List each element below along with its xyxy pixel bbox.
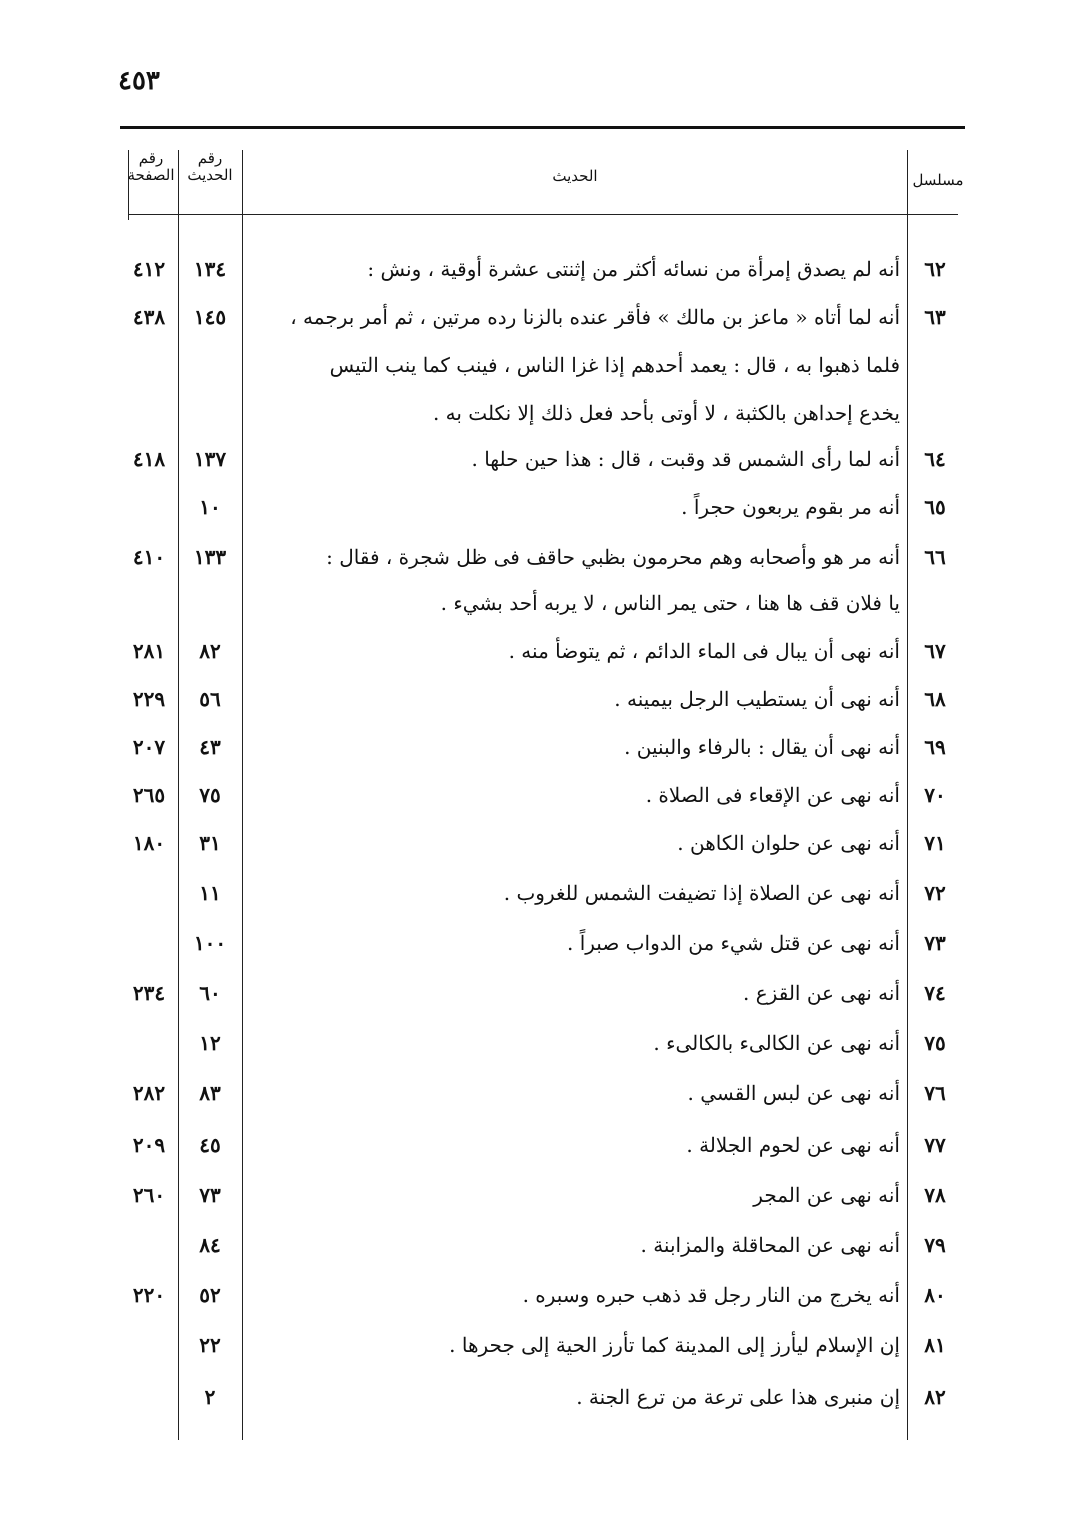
table-row (0, 1070, 1079, 1116)
table-row (0, 676, 1079, 722)
hadith-number: ٨٢ (199, 639, 221, 663)
page-reference: ٢٠٧ (132, 735, 166, 759)
serial-number: ٧٨ (924, 1183, 946, 1207)
hadith-number: ٨٣ (199, 1081, 221, 1105)
serial-number: ٦٧ (924, 639, 946, 663)
hadith-text: أنه نهى عن لبس القسي . (687, 1081, 900, 1105)
table-row (0, 342, 1079, 388)
table-row (0, 1172, 1079, 1218)
hadith-number: ٧٥ (199, 783, 221, 807)
hadith-text: أنه لم يصدق إمرأة من نسائه أكثر من إثنتى عشرة أوقية ، ونش : (367, 257, 900, 281)
page-reference: ٢٢٠ (132, 1283, 166, 1307)
hadith-text: أنه نهى أن يستطيب الرجل بيمينه . (614, 687, 900, 711)
serial-number: ٧٠ (924, 783, 946, 807)
table-row (0, 390, 1079, 436)
table-row (0, 870, 1079, 916)
serial-number: ٧٧ (924, 1133, 946, 1157)
table-row (0, 772, 1079, 818)
table-row (0, 1020, 1079, 1066)
hadith-text: أنه نهى عن المحاقلة والمزابنة . (640, 1233, 900, 1257)
hadith-number: ٣١ (199, 831, 221, 855)
hadith-text: أنه لما أتاه « ماعز بن مالك » فأقر عنده بالزنا رده مرتين ، ثم أمر برجمه ، (290, 305, 900, 329)
table-row (0, 436, 1079, 482)
hadith-text: فلما ذهبوا به ، قال : يعمد أحدهم إذا غزا الناس ، فينب كما ينب التيس (329, 353, 900, 377)
hadith-number: ٥٦ (199, 687, 221, 711)
page-reference: ٢٨٢ (132, 1081, 166, 1105)
hadith-text: أنه نهى عن قتل شيء من الدواب صبراً . (567, 931, 900, 955)
table-row (0, 246, 1079, 292)
serial-number: ٨١ (924, 1333, 946, 1357)
serial-number: ٦٨ (924, 687, 946, 711)
serial-number: ٧٤ (924, 981, 946, 1005)
hadith-number: ٨٤ (199, 1233, 221, 1257)
hadith-number: ١٣٤ (193, 257, 227, 281)
serial-number: ٧٦ (924, 1081, 946, 1105)
table-row (0, 1122, 1079, 1168)
hadith-number: ٤٥ (199, 1133, 221, 1157)
page-reference: ٤٣٨ (132, 305, 166, 329)
table-row (0, 534, 1079, 580)
hadith-text: أنه مر بقوم يربعون حجراً . (681, 495, 900, 519)
page-reference: ١٨٠ (132, 831, 166, 855)
table-row (0, 1272, 1079, 1318)
hadith-text: أنه نهى عن الكالىء بالكالىء . (653, 1031, 900, 1055)
hadith-text: أنه نهى عن الصلاة إذا تضيفت الشمس للغروب . (503, 881, 900, 905)
table-row (0, 920, 1079, 966)
page-reference: ٢٨١ (132, 639, 166, 663)
serial-number: ٨٢ (924, 1385, 946, 1409)
page-reference: ٢٢٩ (132, 687, 166, 711)
serial-number: ٧٩ (924, 1233, 946, 1257)
hadith-text: أنه نهى عن القزع . (743, 981, 900, 1005)
hadith-number: ١٣٧ (193, 447, 227, 471)
hadith-number: ٢ (204, 1385, 216, 1409)
table-row (0, 820, 1079, 866)
hadith-number: ١٣٣ (193, 545, 227, 569)
serial-number: ٧١ (924, 831, 946, 855)
table-row (0, 724, 1079, 770)
hadith-text: أنه نهى عن لحوم الجلالة . (686, 1133, 900, 1157)
hadith-number: ١٤٥ (193, 305, 227, 329)
header-page-number: رقم الصفحة (127, 149, 175, 185)
hadith-number: ٦٠ (199, 981, 221, 1005)
hadith-text: أنه نهى أن يقال : بالرفاء والبنين . (624, 735, 900, 759)
serial-number: ٧٣ (924, 931, 946, 955)
page-reference: ٤١٠ (132, 545, 166, 569)
hadith-text: إن منبرى هذا على ترعة من ترع الجنة . (576, 1385, 900, 1409)
header-hadith: الحديث (552, 167, 598, 185)
page-reference: ٢٠٩ (132, 1133, 166, 1157)
table-row (0, 1322, 1079, 1368)
table-row (0, 1374, 1079, 1420)
table-row (0, 1222, 1079, 1268)
hadith-number: ١٠ (199, 495, 221, 519)
header-rule (128, 214, 958, 215)
serial-number: ٧٢ (924, 881, 946, 905)
hadith-text: إن الإسلام ليأرز إلى المدينة كما تأرز الحية إلى جحرها . (449, 1333, 900, 1357)
hadith-text: أنه نهى عن الإقعاء فى الصلاة . (645, 783, 900, 807)
table-row (0, 970, 1079, 1016)
header-serial: مسلسل (912, 171, 964, 189)
hadith-number: ١٢ (199, 1031, 221, 1055)
table-row (0, 628, 1079, 674)
hadith-text: يخدع إحداهن بالكثبة ، لا أوتى بأحد فعل ذلك إلا نكلت به . (432, 401, 900, 425)
serial-number: ٦٣ (924, 305, 946, 329)
page-reference: ٤١٢ (132, 257, 166, 281)
serial-number: ٦٦ (924, 545, 946, 569)
hadith-text: أنه لما رأى الشمس قد وقبت ، قال : هذا حين حلها . (471, 447, 900, 471)
serial-number: ٦٩ (924, 735, 946, 759)
serial-number: ٧٥ (924, 1031, 946, 1055)
hadith-text: أنه نهى عن المجر (753, 1183, 900, 1207)
page-reference: ٢٣٤ (132, 981, 166, 1005)
page-number: ٤٥٣ (118, 66, 160, 96)
table-row (0, 484, 1079, 530)
hadith-number: ١٠٠ (193, 931, 227, 955)
top-rule (120, 126, 965, 129)
page-reference: ٢٦٠ (132, 1183, 166, 1207)
table-row (0, 294, 1079, 340)
hadith-text: يا فلان قف ها هنا ، حتى يمر الناس ، لا يربه أحد بشيء . (440, 591, 900, 615)
page-reference: ٢٦٥ (132, 783, 166, 807)
hadith-text: أنه نهى عن حلوان الكاهن . (677, 831, 900, 855)
serial-number: ٦٢ (924, 257, 946, 281)
hadith-text: أنه مر هو وأصحابه وهم محرمون بظبي حاقف فى ظل شجرة ، فقال : (326, 545, 900, 569)
serial-number: ٨٠ (924, 1283, 946, 1307)
hadith-number: ٥٢ (199, 1283, 221, 1307)
hadith-number: ٢٢ (199, 1333, 221, 1357)
hadith-text: أنه يخرج من النار رجل قد ذهب حبره وسبره . (522, 1283, 900, 1307)
hadith-number: ١١ (199, 881, 221, 905)
hadith-number: ٤٣ (199, 735, 221, 759)
hadith-text: أنه نهى أن يبال فى الماء الدائم ، ثم يتوضأ منه . (508, 639, 900, 663)
header-hadith-number: رقم الحديث (187, 149, 233, 185)
hadith-number: ٧٣ (199, 1183, 221, 1207)
page-reference: ٤١٨ (132, 447, 166, 471)
table-row (0, 580, 1079, 626)
serial-number: ٦٥ (924, 495, 946, 519)
serial-number: ٦٤ (924, 447, 946, 471)
